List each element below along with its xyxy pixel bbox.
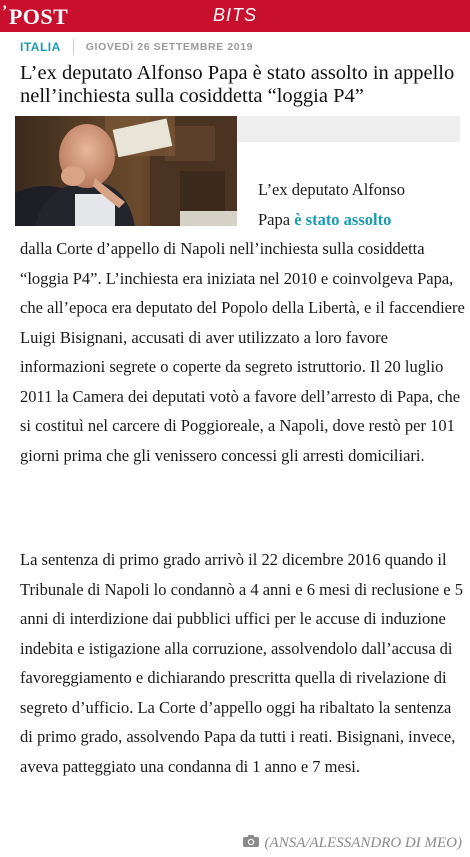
top-bar bbox=[0, 0, 470, 32]
category-link[interactable]: ITALIA bbox=[20, 40, 61, 54]
article-paragraph-1: dalla Corte d’appello di Napoli nell’inchiesta sulla cosiddetta “loggia P4”. L’inchiesta era iniziata nel 2010 e coinvolgeva Papa, che all’epoca era deputato del Popolo della Libertà, e il faccendiere Luigi Bisignani, accusati di aver utilizzato a loro favore informazioni segrete o coperte da segreto istruttorio. Il 20 luglio 2011 la Camera dei deputati votò a favore dell’arresto di Papa, che si costituì nel carcere di Poggioreale, a Napoli, dove restò per 101 giorni prima che gli venissero concessi gli arresti domiciliari. bbox=[20, 239, 465, 465]
photo-strip bbox=[237, 116, 460, 142]
assolto-link[interactable]: è stato assolto bbox=[294, 209, 392, 229]
article-title: L’ex deputato Alfonso Papa è stato assolto in appello nell’inchiesta sulla cosiddetta “loggia P4” bbox=[20, 62, 455, 107]
logo-prefix: ’ bbox=[2, 3, 8, 20]
photo-credit: (ANSA/ALESSANDRO DI MEO) bbox=[243, 834, 462, 852]
site-logo[interactable]: ’POST bbox=[2, 3, 69, 29]
article-lead: L’ex deputato Alfonso Papa è stato assolto bbox=[258, 180, 405, 229]
article-paragraph-2: La sentenza di primo grado arrivò il 22 dicembre 2016 quando il Tribunale di Napoli lo condannò a 4 anni e 6 mesi di reclusione e 5 anni di interdizione dai pubblici uffici per le accuse di induzione indebita e istigazione alla corruzione, assolvendolo dall’accusa di favoreggiamento e dichiarando prescritta quella di rivelazione di segreto d’ufficio. La Corte d’appello oggi ha ribaltato la sentenza di primo grado, assolvendo Papa da tutti i reati. Bisignani, invece, aveva patteggiato una condanna di 1 anno e 7 mesi. bbox=[20, 550, 463, 776]
divider bbox=[73, 39, 74, 55]
camera-icon bbox=[243, 834, 259, 852]
article-photo[interactable] bbox=[15, 116, 237, 226]
article-meta bbox=[20, 38, 253, 56]
section-title: BITS bbox=[212, 5, 257, 25]
publish-date: GIOVEDÌ 26 SETTEMBRE 2019 bbox=[85, 41, 254, 53]
